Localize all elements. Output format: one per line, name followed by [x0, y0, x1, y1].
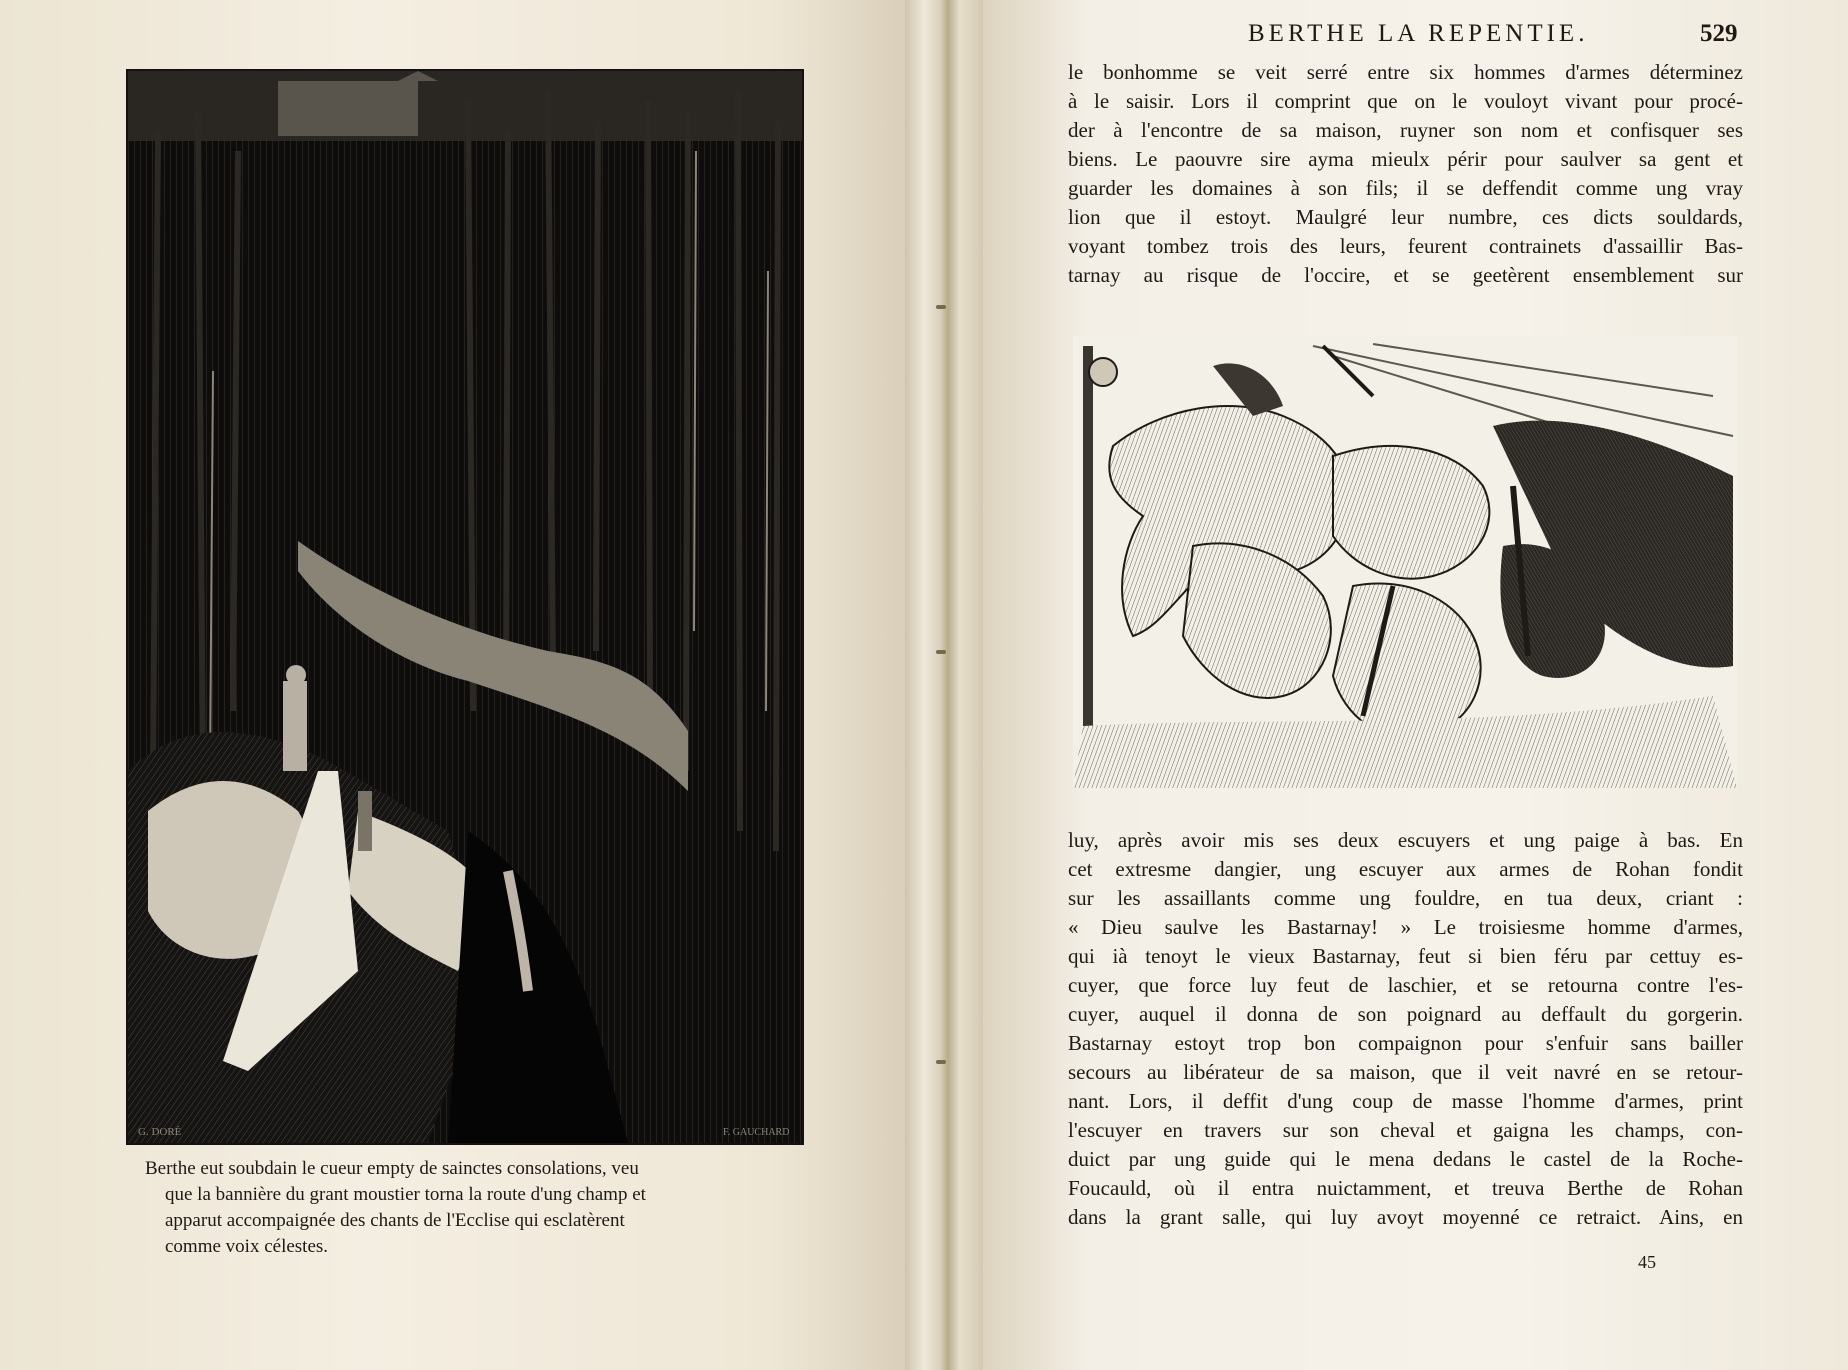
binding-stitch: [936, 305, 946, 309]
text-line: guarder les domaines à son fils; il se deffendit comme ung vray: [1068, 176, 1743, 200]
text-line: à le saisir. Lors il comprint que on le vouloyt vivant pour procé-: [1068, 89, 1743, 113]
text-line: luy, après avoir mis ses deux escuyers et ung paige à bas. En: [1068, 828, 1743, 852]
text-line: tarnay au risque de l'occire, et se geetèrent ensemblement sur: [1068, 263, 1743, 287]
book-gutter: [905, 0, 983, 1370]
text-line: voyant tombez trois des leurs, feurent contrainets d'assaillir Bas-: [1068, 234, 1743, 258]
svg-text:F. GAUCHARD: F. GAUCHARD: [723, 1127, 790, 1138]
text-line: nant. Lors, il deffit d'ung coup de masse l'homme d'armes, print: [1068, 1089, 1743, 1113]
text-line: cuyer, que force luy feut de laschier, et se retourna contre l'es-: [1068, 973, 1743, 997]
caption-line: Berthe eut soubdain le cueur empty de sainctes consolations, veu: [145, 1158, 639, 1179]
text-line: lion que il estoyt. Maulgré leur numbre, ces dicts souldards,: [1068, 205, 1743, 229]
text-line: Foucauld, où il entra nuictamment, et treuva Berthe de Rohan: [1068, 1176, 1743, 1200]
text-line: cuyer, auquel il donna de son poignard au deffault du gorgerin.: [1068, 1002, 1743, 1026]
running-head: BERTHE LA REPENTIE.: [1248, 20, 1589, 47]
page-number: 529: [1700, 20, 1738, 47]
text-block-bottom: [1068, 826, 1743, 1232]
text-line: l'escuyer en travers sur son cheval et gaigna les champs, con-: [1068, 1118, 1743, 1142]
text-line: biens. Le paouvre sire ayma mieulx périr pour saulver sa gent et: [1068, 147, 1743, 171]
text-line: Bastarnay estoyt trop bon compaignon pour s'enfuir sans bailler: [1068, 1031, 1743, 1055]
text-line: cet extresme dangier, ung escuyer aux armes de Rohan fondit: [1068, 857, 1743, 881]
text-line: dans la grant salle, qui luy avoyt moyenné ce retraict. Ains, en: [1068, 1205, 1743, 1229]
vignette-art: [1073, 336, 1737, 788]
caption-line: que la bannière du grant moustier torna la route d'ung champ et: [165, 1184, 646, 1205]
caption-line: apparut accompaignée des chants de l'Ecclise qui esclatèrent: [165, 1210, 625, 1231]
svg-text:G. DORÉ: G. DORÉ: [138, 1126, 182, 1138]
text-block-top: [1068, 58, 1743, 290]
text-line: le bonhomme se veit serré entre six hommes d'armes déterminez: [1068, 60, 1743, 84]
engraving-art: [128, 71, 802, 1143]
text-line: duict par ung guide qui le mena dedans le castel de la Roche-: [1068, 1147, 1743, 1171]
battle-vignette-engraving: [1073, 336, 1737, 788]
caption-line: comme voix célestes.: [165, 1236, 329, 1257]
text-line: « Dieu saulve les Bastarnay! » Le troisiesme homme d'armes,: [1068, 915, 1743, 939]
binding-stitch: [936, 1060, 946, 1064]
text-line: sur les assaillants comme ung fouldre, en tua deux, criant :: [1068, 886, 1743, 910]
forest-procession-engraving: [126, 69, 804, 1145]
text-line: der à l'encontre de sa maison, ruyner son nom et confisquer ses: [1068, 118, 1743, 142]
text-line: secours au libérateur de sa maison, que il veit navré en se retour-: [1068, 1060, 1743, 1084]
signature-mark: 45: [1638, 1252, 1656, 1272]
plate-caption: [145, 1156, 781, 1260]
left-page: [0, 0, 905, 1370]
text-line: qui ià tenoyt le vieux Bastarnay, feut si bien féru par cettuy es-: [1068, 944, 1743, 968]
binding-stitch: [936, 650, 946, 654]
